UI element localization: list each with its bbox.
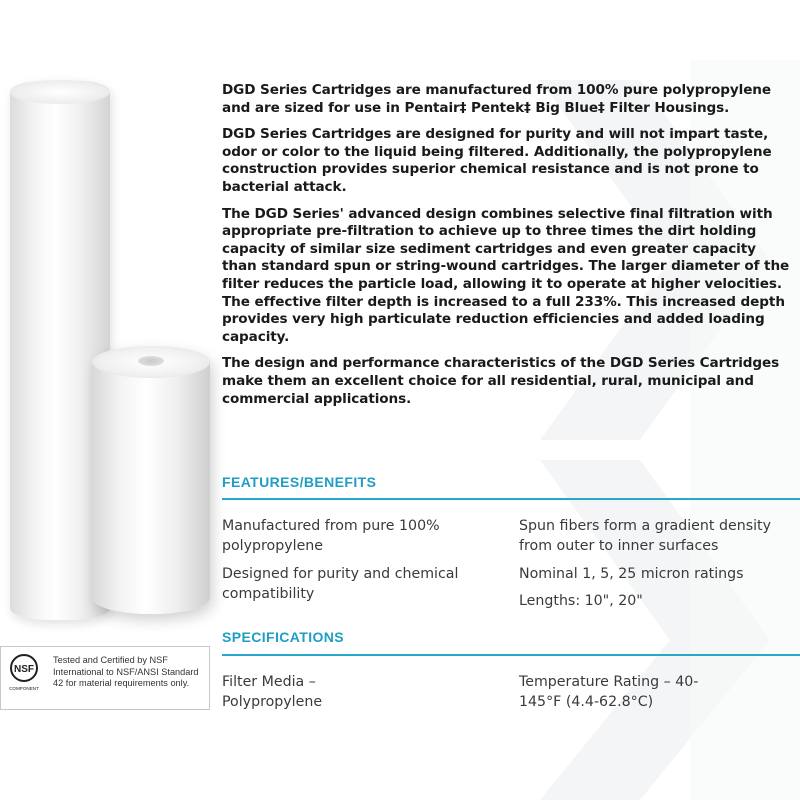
feature-left-1: Manufactured from pure 100% polypropylene xyxy=(222,518,440,554)
intro-section xyxy=(222,82,792,417)
features-heading: FEATURES/BENEFITS xyxy=(222,474,377,490)
nsf-logo-icon xyxy=(7,653,41,693)
feature-left-2: Designed for purity and chemical compatibility xyxy=(222,566,459,602)
feature-right-1: Spun fibers form a gradient density from outer to inner surfaces xyxy=(519,518,771,554)
tall-cartridge-top xyxy=(10,80,110,104)
nsf-certification-text: Tested and Certified by NSF International to NSF/ANSI Standard 42 for material requirements only. xyxy=(53,655,199,688)
nsf-logo-subtext: COMPONENT xyxy=(9,686,39,691)
features-divider xyxy=(222,498,800,500)
short-filter-cartridge xyxy=(92,346,210,614)
intro-paragraph-1: DGD Series Cartridges are manufactured from 100% pure polypropylene and are sized for use in Pentair‡ Pentek‡ Big Blue‡ Filter Housings. xyxy=(222,82,772,116)
nsf-certification-box xyxy=(0,646,210,710)
intro-paragraph-3: The DGD Series' advanced design combines selective final filtration with appropriate pre-filtration to achieve up to three times the dirt holding capacity of similar size sediment cartridges and even greater capacity than standard spun or string-wound cartridges. The larger diameter of the filter reduces the particle load, allowing it to operate at higher velocities. The effective filter depth is increased to a full 233%. This increased depth provides very high particulate reduction efficiencies and added loading capacity. xyxy=(222,205,790,345)
specifications-heading: SPECIFICATIONS xyxy=(222,629,345,645)
spec-filter-media: Filter Media – Polypropylene xyxy=(222,674,323,710)
cartridge-core-hole xyxy=(138,356,164,366)
intro-paragraph-2: DGD Series Cartridges are designed for purity and will not impart taste, odor or color to the liquid being filtered. Additionally, the polypropylene construction provides superior chemical resistance and is not prone to bacterial attack. xyxy=(222,126,772,195)
feature-right-2: Nominal 1, 5, 25 micron ratings xyxy=(519,566,744,582)
specifications-divider xyxy=(222,654,800,656)
intro-paragraph-4: The design and performance characteristics of the DGD Series Cartridges make them an excellent choice for all residential, rural, municipal and commercial applications. xyxy=(222,355,780,407)
nsf-logo-text: NSF xyxy=(14,664,34,675)
spec-temperature-rating: Temperature Rating – 40-145°F (4.4-62.8°C) xyxy=(519,674,699,710)
feature-right-3: Lengths: 10", 20" xyxy=(519,593,643,609)
